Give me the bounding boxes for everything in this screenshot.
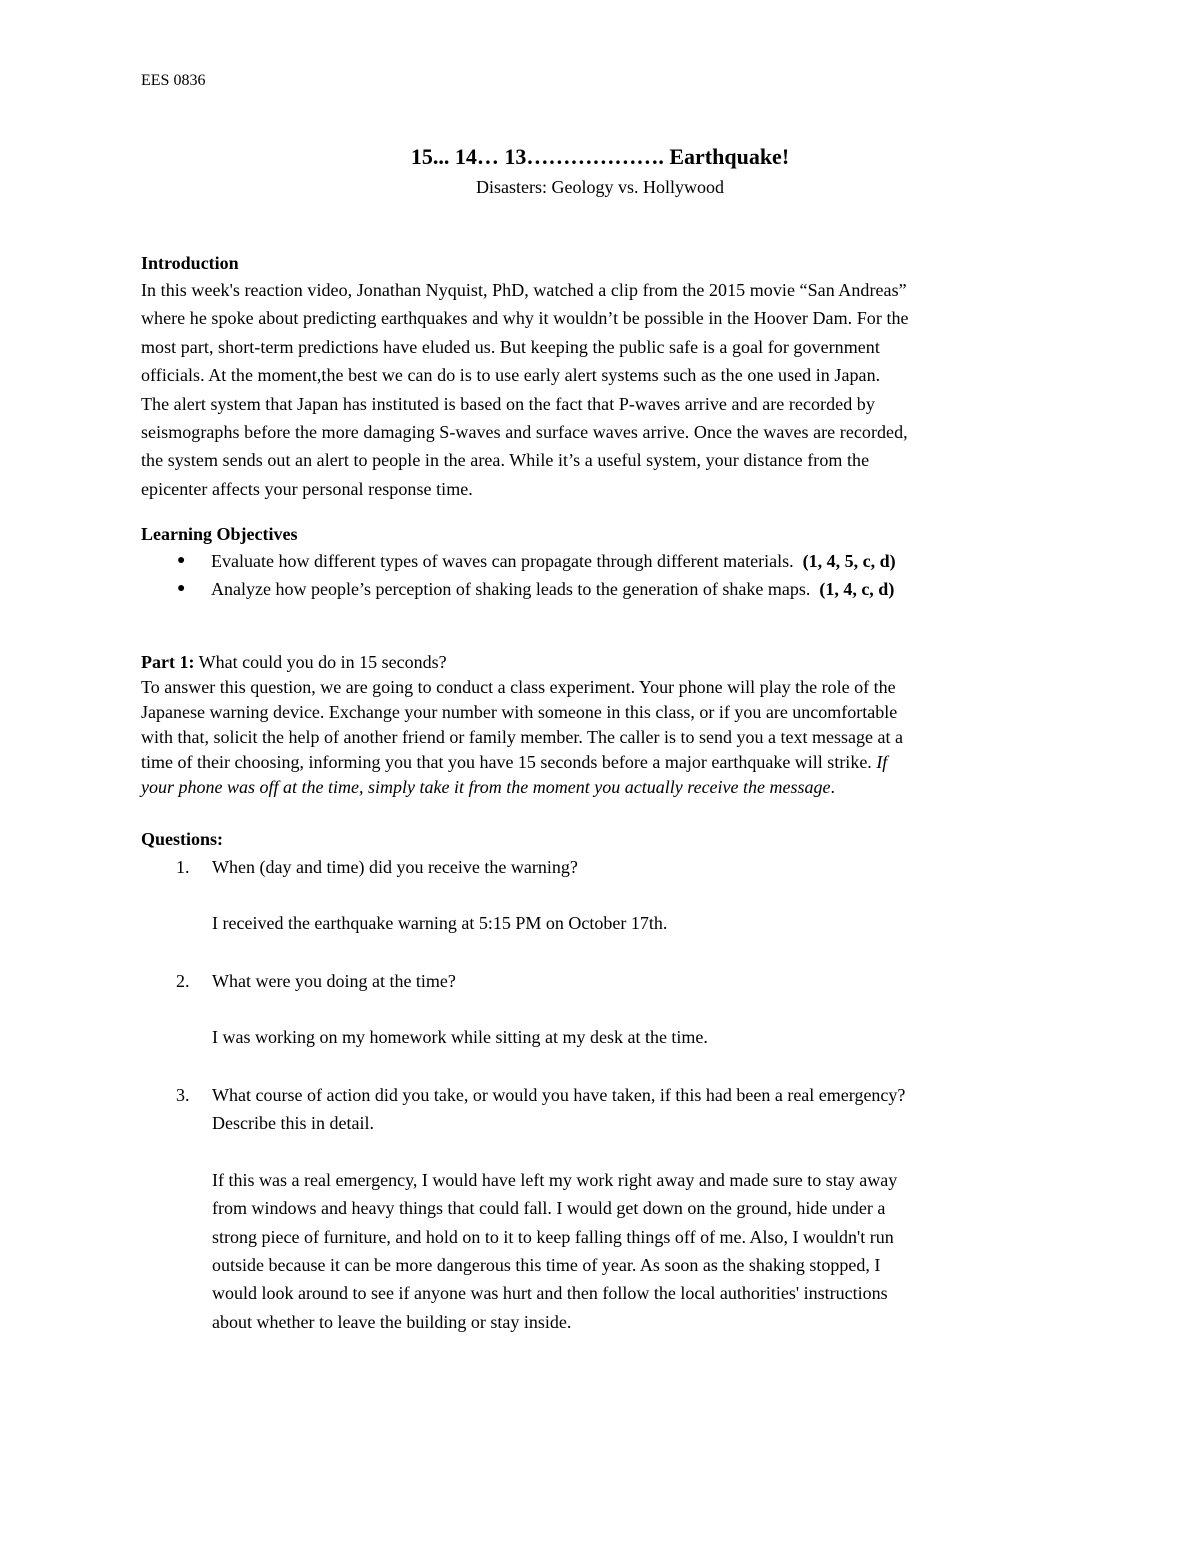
question-item-1	[141, 853, 1071, 938]
question-number: 2.	[176, 971, 190, 991]
part1-line: To answer this question, we are going to conduct a class experiment. Your phone will play the role of the	[141, 677, 896, 697]
question-answer: If this was a real emergency, I would have left my work right away and made sure to stay away	[212, 1169, 898, 1190]
introduction-line: epicenter affects your personal response time.	[141, 478, 473, 499]
question-body	[212, 967, 1071, 1052]
question-body	[212, 853, 1071, 938]
question-prompt: What course of action did you take, or would you have taken, if this had been a real emergency?	[212, 1085, 906, 1105]
bullet-icon: ●	[177, 581, 186, 596]
part1-heading-line	[141, 650, 1071, 675]
question-body	[212, 1081, 1071, 1336]
part1-label: Part 1:	[141, 652, 195, 672]
page-title: 15... 14… 13………………. Earthquake!	[410, 144, 790, 169]
part1-italic-line-wrapper	[141, 775, 1071, 800]
introduction-line: most part, short-term predictions have eluded us. But keeping the public safe is a goal for government	[141, 336, 880, 357]
question-answer: would look around to see if anyone was hurt and then follow the local authorities' instructions	[212, 1283, 888, 1304]
part1-italic-start: If	[876, 752, 888, 772]
part1-end-punct: .	[830, 777, 836, 797]
objective-codes: (1, 4, 5, c, d)	[802, 551, 896, 571]
question-answer: I received the earthquake warning at 5:15 PM on October 17th.	[212, 913, 668, 934]
part1-line: with that, solicit the help of another friend or family member. The caller is to send you a text message at a	[141, 727, 903, 747]
introduction-line: In this week's reaction video, Jonathan Nyquist, PhD, watched a clip from the 2015 movie “San Andreas”	[141, 280, 907, 300]
objectives-list	[141, 547, 1071, 603]
introduction-paragraph	[141, 276, 1071, 503]
part1-section	[141, 650, 1071, 800]
questions-section	[141, 826, 1071, 852]
question-item-2	[141, 967, 1071, 1052]
question-answer: strong piece of furniture, and hold on to it to keep falling things off of me. Also, I wouldn't run	[212, 1226, 894, 1247]
question-answer: from windows and heavy things that could fall. I would get down on the ground, hide under a	[212, 1198, 886, 1219]
introduction-line: the system sends out an alert to people in the area. While it’s a useful system, your distance from the	[141, 450, 870, 471]
question-answer: I was working on my homework while sitting at my desk at the time.	[212, 1027, 708, 1048]
question-answer: outside because it can be more dangerous this time of year. As soon as the shaking stopped, I	[212, 1255, 881, 1276]
question-prompt: When (day and time) did you receive the warning?	[212, 857, 578, 877]
objectives-section	[141, 521, 1071, 603]
list-item	[141, 547, 1071, 575]
objectives-heading: Learning Objectives	[141, 524, 298, 544]
part1-italic-line: your phone was off at the time, simply take it from the moment you actually receive the message	[141, 777, 831, 797]
introduction-line: The alert system that Japan has instituted is based on the fact that P-waves arrive and are recorded by	[141, 393, 875, 414]
introduction-line: officials. At the moment,the best we can do is to use early alert systems such as the one used in Japan.	[141, 365, 881, 386]
part1-line: time of their choosing, informing you that you have 15 seconds before a major earthquake will strike.	[141, 752, 872, 772]
page-subtitle: Disasters: Geology vs. Hollywood	[476, 177, 724, 197]
question-item-3	[141, 1081, 1071, 1336]
question-number: 1.	[176, 857, 190, 877]
course-code: EES 0836	[141, 72, 206, 89]
introduction-section	[141, 250, 1071, 503]
bullet-icon: ●	[177, 553, 186, 568]
introduction-heading: Introduction	[141, 253, 239, 273]
introduction-line: where he spoke about predicting earthquakes and why it wouldn’t be possible in the Hoover Dam. For the	[141, 308, 909, 329]
question-answer: about whether to leave the building or stay inside.	[212, 1311, 572, 1332]
question-number: 3.	[176, 1085, 190, 1105]
questions-heading: Questions:	[141, 829, 224, 849]
objective-text: Evaluate how different types of waves can propagate through different materials.	[211, 551, 794, 571]
objective-text: Analyze how people’s perception of shaking leads to the generation of shake maps.	[211, 579, 811, 599]
list-item	[141, 575, 1071, 603]
introduction-line: seismographs before the more damaging S-waves and surface waves arrive. Once the waves are recorded,	[141, 422, 908, 443]
question-prompt: What were you doing at the time?	[212, 971, 456, 991]
part1-line-with-italic	[141, 750, 1071, 775]
part1-question: What could you do in 15 seconds?	[198, 652, 447, 672]
question-prompt: Describe this in detail.	[212, 1113, 374, 1134]
objective-codes: (1, 4, c, d)	[819, 579, 895, 599]
part1-line: Japanese warning device. Exchange your number with someone in this class, or if you are uncomfortable	[141, 702, 898, 722]
